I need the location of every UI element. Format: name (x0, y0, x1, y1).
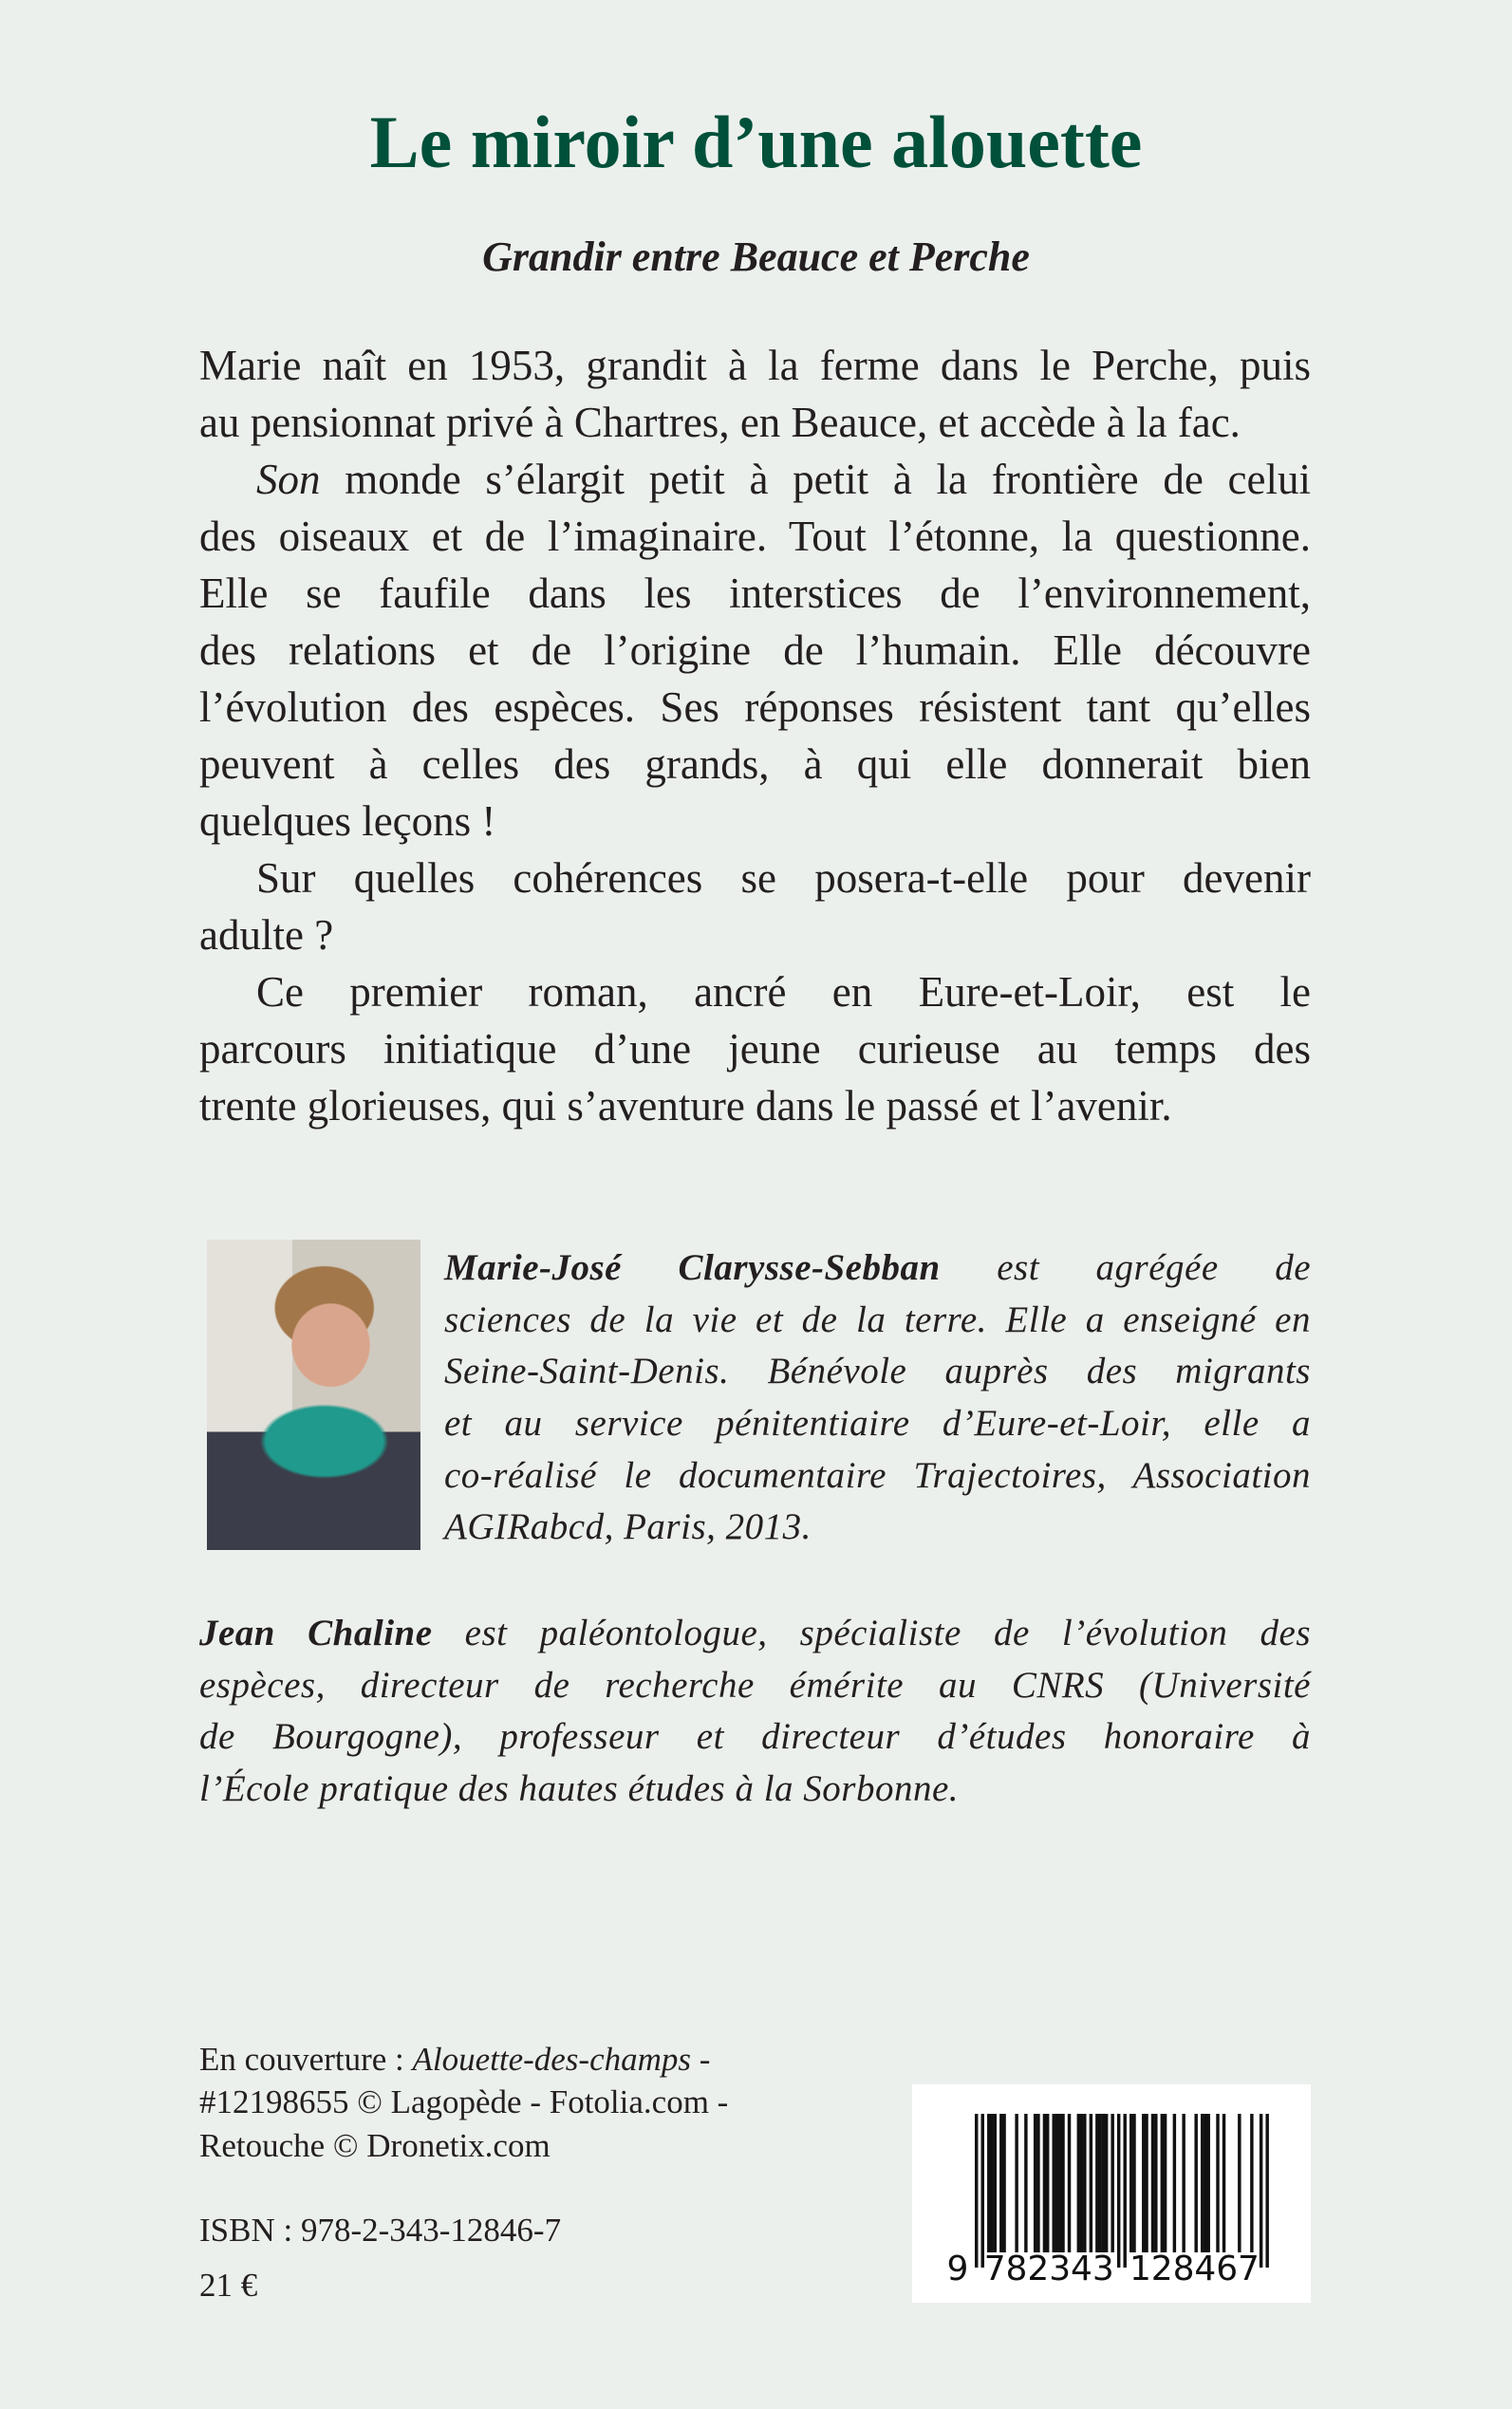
author-name: Jean Chaline (199, 1613, 433, 1653)
barcode-bar (994, 2114, 997, 2252)
blurb-text: peuvent à celles des grands, à qui elle donnerait bien (199, 740, 1311, 788)
barcode-bar (1151, 2114, 1154, 2252)
blurb-emphasis: Son (256, 456, 321, 503)
blurb-text: au pensionnat privé à Chartres, en Beauce, et accède à la fac. (199, 399, 1241, 446)
blurb-line (199, 736, 1311, 793)
barcode-bar (1223, 2114, 1225, 2252)
barcode-bar (1068, 2114, 1071, 2252)
bio-line: sciences de la vie et de la terre. Elle a enseigné en (444, 1298, 1311, 1340)
barcode-bar (1105, 2114, 1108, 2252)
blurb-line (199, 565, 1311, 622)
barcode-bar (1260, 2114, 1262, 2268)
barcode-bar (1061, 2114, 1064, 2252)
bio-line (199, 1608, 1311, 1660)
blurb-line (199, 508, 1311, 565)
blurb-line (199, 337, 1311, 394)
credit-line: #12198655 © Lagopède - Fotolia.com - (199, 2083, 729, 2121)
credit-species: Alouette-des-champs (412, 2041, 692, 2078)
blurb-text: trente glorieuses, qui s’aventure dans le passé et l’avenir. (199, 1082, 1172, 1130)
author-photo (207, 1240, 420, 1550)
barcode-bar (1216, 2114, 1219, 2252)
blurb-text: des relations et de l’origine de l’humain. Elle découvre (199, 626, 1311, 674)
bio-text: est paléontologue, spécialiste de l’évolution des (432, 1613, 1312, 1653)
bio-line: de Bourgogne), professeur et directeur d’études honoraire à (199, 1716, 1311, 1758)
author-bio-chaline (199, 1608, 1311, 1816)
barcode-bar (1250, 2114, 1253, 2252)
blurb-line (199, 793, 1311, 850)
barcode-bar (990, 2114, 993, 2252)
barcode-digit: 8 (1005, 2250, 1028, 2288)
barcode-bar (1095, 2114, 1098, 2252)
barcode-bar (1182, 2114, 1185, 2252)
barcode-graphic (912, 2084, 1311, 2303)
barcode-digit: 4 (1071, 2250, 1092, 2288)
credit-line (199, 2038, 728, 2081)
barcode-bar (1123, 2114, 1126, 2268)
isbn: ISBN : 978-2-343-12846-7 (199, 2212, 562, 2249)
bio-line: l’École pratique des hautes études à la Sorbonne. (199, 1768, 960, 1810)
barcode-digit: 9 (946, 2250, 969, 2288)
barcode-bar (1129, 2114, 1132, 2252)
blurb-text: monde s’élargit petit à petit à la frontière de celui (320, 456, 1311, 503)
barcode-bar (1058, 2114, 1061, 2252)
barcode-bar (1015, 2114, 1017, 2252)
barcode-bar (1002, 2114, 1005, 2252)
blurb-text: l’évolution des espèces. Ses réponses résistent tant qu’elles (199, 683, 1311, 731)
blurb (199, 337, 1311, 1134)
barcode-bar (1036, 2114, 1039, 2252)
barcode-bar (999, 2114, 1002, 2252)
bio-line (444, 1242, 1311, 1295)
blurb-text: Marie naît en 1953, grandit à la ferme dans le Perche, puis (199, 342, 1311, 389)
barcode-bar (1201, 2114, 1204, 2252)
blurb-line (199, 1020, 1311, 1077)
credit-prefix: En couverture : (199, 2041, 413, 2078)
blurb-line (199, 394, 1311, 451)
barcode-bar (1080, 2114, 1083, 2252)
book-title: Le miroir d’une alouette (369, 101, 1143, 183)
barcode-bar (1055, 2114, 1058, 2252)
blurb-line (199, 963, 1311, 1020)
barcode-bar (1207, 2114, 1210, 2252)
barcode-bar (1046, 2114, 1049, 2252)
barcode-bar (1238, 2114, 1241, 2252)
barcode-bar (1034, 2114, 1036, 2252)
barcode-digit: 7 (983, 2250, 1006, 2288)
barcode-bar (1194, 2114, 1197, 2252)
bio-line: et au service pénitentiaire d’Eure-et-Loir, elle a (444, 1403, 1311, 1445)
barcode-digit: 2 (1027, 2250, 1050, 2288)
credit-suffix: - (691, 2041, 711, 2078)
barcode-bar (1154, 2114, 1157, 2252)
bio-text: est agrégée de (940, 1247, 1311, 1288)
barcode-bar (1077, 2114, 1080, 2252)
barcode-bar (1098, 2114, 1101, 2252)
barcode-bar (1053, 2114, 1055, 2252)
barcode-bar (1090, 2114, 1092, 2252)
barcode-bar (1024, 2114, 1027, 2252)
bio-line: co-réalisé le documentaire Trajectoires, Association (444, 1454, 1311, 1496)
blurb-text: quelques leçons ! (199, 797, 496, 845)
book-subtitle: Grandir entre Beauce et Perche (482, 233, 1030, 280)
blurb-line (199, 451, 1311, 508)
author-bio-clarysse-sebban (444, 1242, 1311, 1554)
credit-line: Retouche © Dronetix.com (199, 2126, 551, 2164)
barcode-digit: 6 (1216, 2250, 1239, 2288)
barcode-bar (1173, 2114, 1176, 2252)
barcode-bar (1265, 2114, 1268, 2268)
barcode-bar (1161, 2114, 1164, 2252)
blurb-line (199, 622, 1311, 679)
price: 21 € (199, 2267, 258, 2304)
barcode-bar (1111, 2114, 1113, 2252)
blurb-line (199, 679, 1311, 736)
barcode-digit: 1 (1129, 2250, 1151, 2288)
blurb-text: Elle se faufile dans les interstices de l’environnement, (199, 570, 1311, 617)
cover-credits (199, 2038, 728, 2167)
bio-line: Seine-Saint-Denis. Bénévole auprès des migrants (444, 1351, 1311, 1392)
barcode-bar (981, 2114, 984, 2268)
barcode-bar (1142, 2114, 1145, 2252)
barcode-digit: 3 (1049, 2250, 1072, 2288)
barcode-bar (1043, 2114, 1046, 2252)
blurb-line (199, 850, 1311, 906)
blurb-text: adulte ? (199, 911, 334, 959)
author-name: Marie-José Clarysse-Sebban (444, 1247, 941, 1288)
barcode-digit: 3 (1092, 2250, 1114, 2288)
blurb-text: des oiseaux et de l’imaginaire. Tout l’étonne, la questionne. (199, 513, 1311, 560)
blurb-line (199, 1077, 1311, 1134)
bio-line: AGIRabcd, Paris, 2013. (444, 1506, 812, 1548)
barcode-bar (1102, 2114, 1105, 2252)
barcode-digit: 2 (1150, 2250, 1173, 2288)
blurb-line (199, 906, 1311, 963)
barcode-bar (1164, 2114, 1167, 2252)
barcode-bar (987, 2114, 990, 2252)
barcode-bar (975, 2114, 978, 2268)
barcode-bar (1132, 2114, 1135, 2252)
bio-line: espèces, directeur de recherche émérite au CNRS (Université (199, 1664, 1311, 1706)
barcode (912, 2084, 1311, 2303)
barcode-digit: 4 (1194, 2250, 1217, 2288)
barcode-bar (1145, 2114, 1148, 2252)
barcode-bar (1204, 2114, 1206, 2252)
blurb-text: parcours initiatique d’une jeune curieuse au temps des (199, 1025, 1311, 1073)
barcode-bar (1117, 2114, 1120, 2268)
barcode-digit: 7 (1238, 2250, 1260, 2288)
barcode-bar (1083, 2114, 1086, 2252)
barcode-digit: 8 (1172, 2250, 1195, 2288)
blurb-text: Ce premier roman, ancré en Eure-et-Loir, est le (256, 968, 1311, 1016)
blurb-text: Sur quelles cohérences se posera-t-elle pour devenir (256, 854, 1311, 902)
